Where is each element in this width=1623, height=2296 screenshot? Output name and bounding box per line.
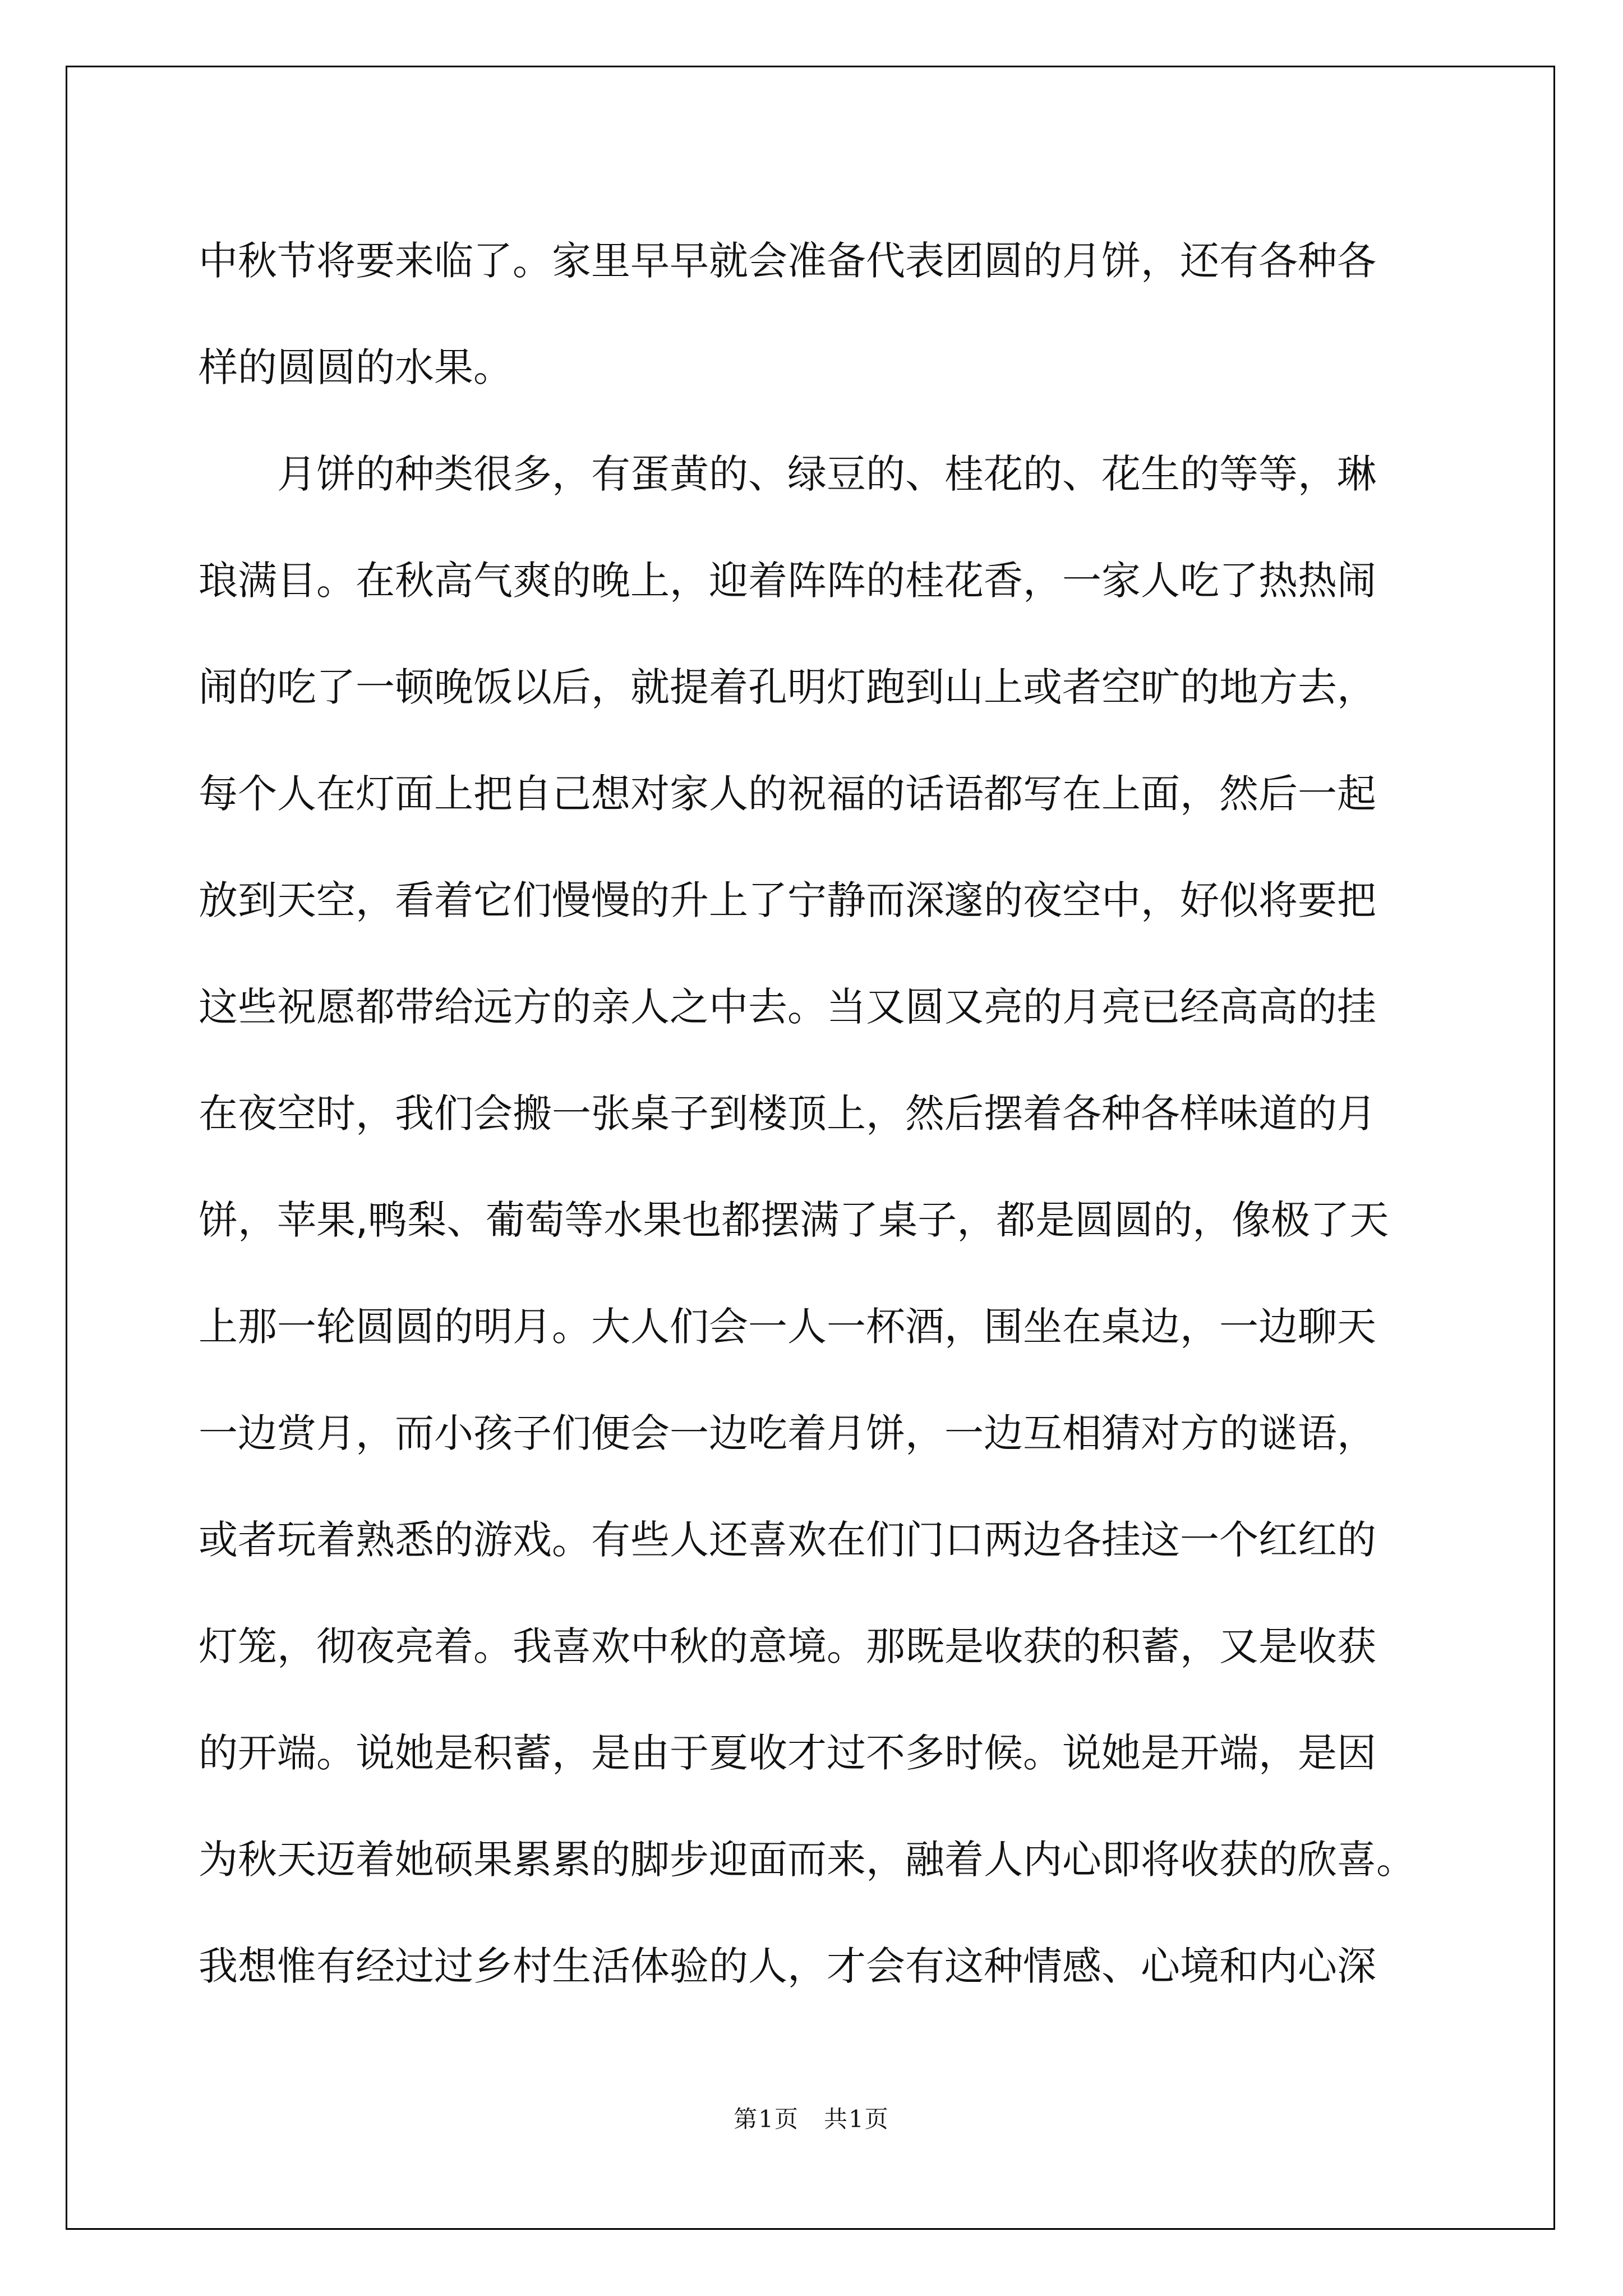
text-line: 的开端。说她是积蓄，是由于夏收才过不多时候。说她是开端，是因: [199, 1730, 1376, 1776]
text-line: 饼，苹果,鸭梨、葡萄等水果也都摆满了桌子，都是圆圆的，像极了天: [199, 1197, 1389, 1243]
text-line: 放到天空，看着它们慢慢的升上了宁静而深邃的夜空中，好似将要把: [199, 877, 1376, 923]
text-line: 闹的吃了一顿晚饭以后，就提着孔明灯跑到山上或者空旷的地方去，: [199, 664, 1376, 710]
text-line: 这些祝愿都带给远方的亲人之中去。当又圆又亮的月亮已经高高的挂: [199, 984, 1376, 1030]
text-line: 样的圆圆的水果。: [199, 344, 513, 390]
text-line: 我想惟有经过过乡村生活体验的人，才会有这种情感、心境和内心深: [199, 1943, 1376, 1989]
text-line: 灯笼，彻夜亮着。我喜欢中秋的意境。那既是收获的积蓄，又是收获: [199, 1623, 1376, 1669]
text-line: 或者玩着熟悉的游戏。有些人还喜欢在们门口两边各挂这一个红红的: [199, 1517, 1376, 1563]
text-line: 为秋天迈着她硕果累累的脚步迎面而来，融着人内心即将收获的欣喜。: [199, 1837, 1415, 1883]
page-number-footer: 第1页 共1页: [734, 2105, 889, 2133]
text-line: 上那一轮圆圆的明月。大人们会一人一杯酒，围坐在桌边，一边聊天: [199, 1304, 1376, 1350]
text-line: 琅满目。在秋高气爽的晚上，迎着阵阵的桂花香，一家人吃了热热闹: [199, 558, 1376, 604]
text-line: 中秋节将要来临了。家里早早就会准备代表团圆的月饼，还有各种各: [199, 238, 1376, 284]
document-body: [199, 208, 1432, 2019]
text-line: 在夜空时，我们会搬一张桌子到楼顶上，然后摆着各种各样味道的月: [199, 1091, 1376, 1137]
text-line: 一边赏月，而小孩子们便会一边吃着月饼，一边互相猜对方的谜语，: [199, 1410, 1376, 1456]
text-line: 每个人在灯面上把自己想对家人的祝福的话语都写在上面，然后一起: [199, 771, 1376, 817]
text-line: 月饼的种类很多，有蛋黄的、绿豆的、桂花的、花生的等等，琳: [277, 451, 1376, 497]
